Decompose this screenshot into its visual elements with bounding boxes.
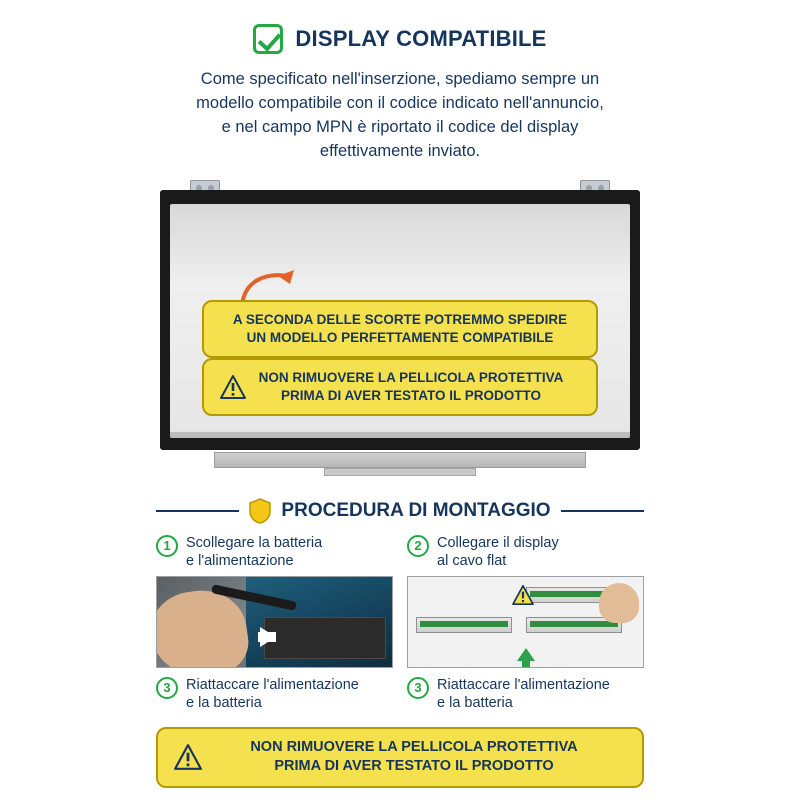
procedure-heading (156, 498, 644, 524)
flat-cable-connector-photo (407, 576, 644, 668)
step-number: 3 (407, 677, 429, 699)
shield-icon (249, 498, 271, 524)
display-panel-illustration (154, 180, 646, 480)
warning-triangle-icon (512, 585, 534, 605)
footer-line-2: PRIMA DI AVER TESTATO IL PRODOTTO (274, 758, 554, 775)
intro-line-4: effettivamente inviato. (319, 141, 481, 160)
green-check-icon (253, 24, 283, 54)
step-text-line-1: Scollegare la batteria (186, 534, 323, 551)
step-text-line-2: e la batteria (186, 695, 262, 712)
step-text (437, 534, 559, 570)
step-1 (156, 534, 393, 570)
step-text-line-2: al cavo flat (437, 552, 507, 569)
step-text-line-1: Riattaccare l'alimentazione (186, 676, 359, 693)
intro-line-1: Come specificato nell'inserzione, spediamo sempre un (200, 70, 600, 88)
step-3-left (156, 676, 393, 712)
callout-compatible-line-1: A SECONDA DELLE SCORTE POTREMMO SPEDIRE (232, 311, 568, 327)
left-margin (0, 0, 148, 800)
callout-warning-line-1: NON RIMUOVERE LA PELLICOLA PROTETTIVA (258, 369, 564, 385)
step-text (186, 676, 359, 712)
step-3-right (407, 676, 644, 712)
direction-arrow-icon (260, 627, 276, 647)
step-text-line-1: Collegare il display (437, 534, 559, 551)
step-text-line-1: Riattaccare l'alimentazione (437, 676, 610, 693)
flat-cable-connector-left (416, 617, 512, 633)
step-number: 2 (407, 535, 429, 557)
step-text (437, 676, 610, 712)
intro-paragraph (158, 68, 642, 164)
step-text (186, 534, 322, 570)
callout-warning-line-2: PRIMA DI AVER TESTATO IL PRODOTTO (280, 387, 541, 403)
right-margin (652, 0, 800, 800)
insert-direction-arrow-icon (517, 648, 535, 661)
rule-right (561, 510, 644, 512)
header (148, 0, 652, 54)
footer-warning-banner (156, 727, 644, 788)
panel-backlight-strip (214, 452, 586, 468)
step-text-line-2: e l'alimentazione (186, 552, 294, 569)
callout-warning (202, 358, 598, 416)
panel-connector-strip (324, 468, 476, 476)
page-title: DISPLAY COMPATIBILE (295, 26, 547, 51)
step-text-line-2: e la batteria (437, 695, 513, 712)
step-number: 1 (156, 535, 178, 557)
step-number: 3 (156, 677, 178, 699)
laptop-internals-photo (156, 576, 393, 668)
step-2 (407, 534, 644, 570)
intro-line-2: modello compatibile con il codice indicato nell'annuncio, (196, 93, 604, 112)
rule-left (156, 510, 239, 512)
content-column (148, 0, 652, 800)
warning-triangle-icon (174, 744, 202, 770)
intro-line-3: e nel campo MPN è riportato il codice del display (221, 117, 579, 136)
callout-compatible (202, 300, 598, 358)
battery-pack (264, 617, 386, 659)
footer-line-1: NON RIMUOVERE LA PELLICOLA PROTETTIVA (250, 738, 578, 755)
procedure-column-2 (407, 534, 644, 719)
callout-compatible-line-2: UN MODELLO PERFETTAMENTE COMPATIBILE (246, 329, 554, 345)
procedure-column-1 (156, 534, 393, 719)
procedure-columns (156, 534, 644, 719)
warning-triangle-icon (220, 375, 246, 399)
fingers (599, 583, 639, 623)
procedure-title: PROCEDURA DI MONTAGGIO (281, 499, 551, 521)
